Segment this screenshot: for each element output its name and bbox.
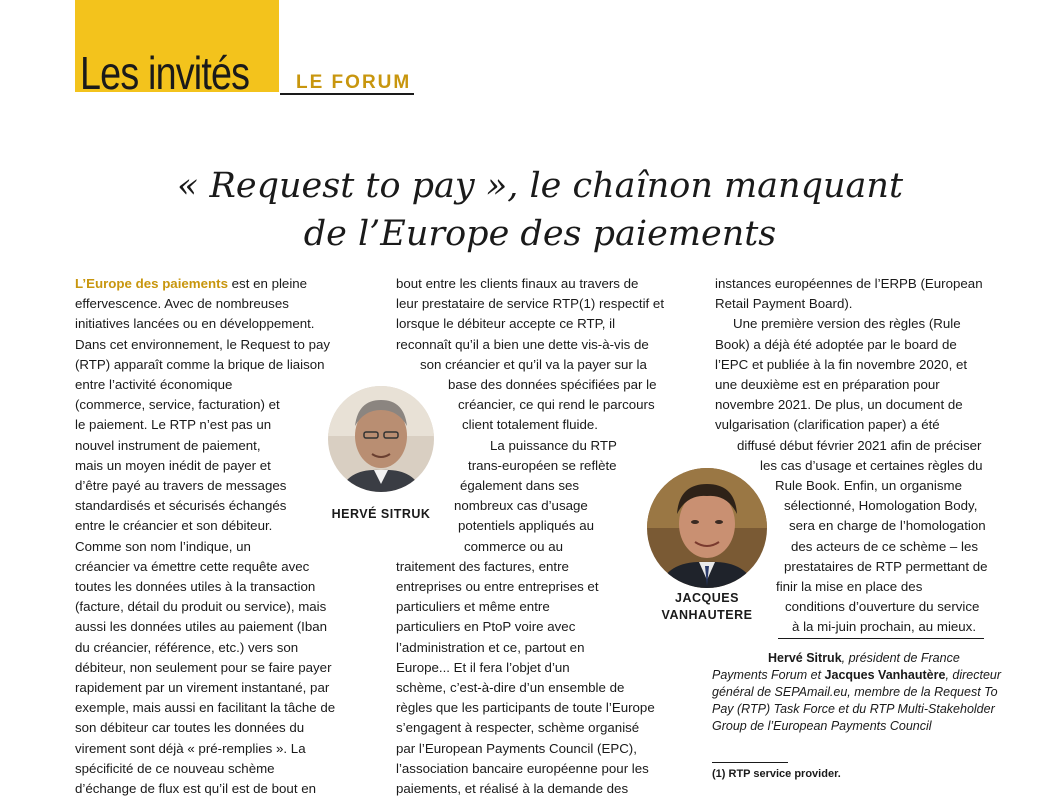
col3-line: à la mi-juin prochain, au mieux. — [792, 619, 977, 635]
col3-line: conditions d’ouverture du service — [785, 599, 980, 615]
col2-line: leur prestataire de service RTP(1) respectif et — [396, 296, 665, 312]
signature-role-2: , directeur — [945, 668, 1002, 682]
col1-line: initiatives lancées ou en développement. — [75, 316, 315, 332]
signature-role-1b: Payments Forum et — [712, 668, 825, 682]
col1-line: du créancier, référence, etc.) vers son — [75, 639, 299, 655]
signature-role-1: , président de France — [841, 651, 960, 665]
col2-line: particuliers et même entre — [396, 599, 550, 615]
col2-line: commerce ou au — [464, 538, 564, 554]
col1-line: (facture, détail du produit ou service), mais — [75, 599, 327, 615]
signature-block — [712, 650, 1001, 735]
col1-line: virement sont déjà « pré-remplies ». La — [75, 740, 306, 756]
footnote-rule — [712, 762, 788, 763]
col3-line: diffusé début février 2021 afin de préciser — [737, 437, 982, 453]
article-column-3 — [715, 274, 988, 638]
col3-line: Retail Payment Board). — [715, 296, 853, 312]
col3-line: vulgarisation (clarification paper) a été — [715, 417, 940, 433]
col3-line: prestataires de RTP permettant de — [784, 558, 988, 574]
header-rule — [280, 93, 414, 95]
col1-line: effervescence. Avec de nombreuses — [75, 296, 289, 312]
caption-line-2: VANHAUTERE — [661, 608, 753, 622]
col3-line: des acteurs de ce schème – les — [791, 538, 978, 554]
headline-line-1: « Request to pay », le chaînon manquant — [176, 166, 904, 206]
col1-line: le paiement. Le RTP n’est pas un — [75, 417, 272, 433]
col1-line: créancier va émettre cette requête avec — [75, 558, 310, 574]
col2-line: s’engagent à respecter, schème organisé — [396, 720, 640, 736]
col2-line: l’association bancaire européenne pour les — [396, 760, 649, 776]
col3-line: Une première version des règles (Rule — [733, 316, 961, 332]
col3-line: l’EPC et publiée à la fin novembre 2020, et — [715, 356, 968, 372]
col1-line: (commerce, service, facturation) et — [75, 397, 280, 413]
col1-line: d’échange de flux est qu’il est de bout en — [75, 781, 316, 797]
col2-line: également dans ses — [460, 478, 580, 494]
article-column-1 — [75, 274, 335, 799]
col1-line: spécificité de ce nouveau schème — [75, 760, 275, 776]
col1-line: Comme son nom l’indique, un — [75, 538, 251, 554]
col2-line: schème, c’est-à-dire d’un ensemble de — [396, 680, 625, 696]
col2-line: règles que les participants de toute l’Europe — [396, 700, 655, 716]
col2-line: par l’European Payments Council (EPC), — [396, 740, 637, 756]
col3-line: novembre 2021. De plus, un document de — [715, 397, 963, 413]
col2-line: reconnaît qu’il a bien une dette vis-à-vis de — [396, 336, 649, 352]
col1-line: entre l’activité économique — [75, 377, 233, 393]
col1-line: (RTP) apparaît comme la brique de liaison — [75, 356, 325, 372]
col2-line: entreprises ou entre entreprises et — [396, 579, 599, 595]
col3-line: sélectionné, Homologation Body, — [784, 498, 978, 514]
signature-name-2: Jacques Vanhautère — [824, 668, 946, 682]
signature-line-4: Pay (RTP) Task Force et du RTP Multi-Stakeholder — [712, 702, 995, 716]
col1-line: son débiteur car toutes les données du — [75, 720, 305, 736]
col1-line-0-rest: est en pleine — [227, 276, 308, 291]
col2-line: client totalement fluide. — [462, 417, 599, 433]
col1-line: entre le créancier et son débiteur. — [75, 518, 273, 534]
section-title: Les invités — [80, 47, 250, 99]
col2-line: son créancier et qu’il va la payer sur la — [420, 356, 647, 372]
col3-line: Book) a déjà été adoptée par le board de — [715, 336, 957, 352]
col2-line: trans-européen se reflète — [468, 457, 617, 473]
col3-line: Rule Book. Enfin, un organisme — [775, 478, 963, 494]
col1-line: d’être payé au travers de messages — [75, 478, 287, 494]
col2-line: créancier, ce qui rend le parcours — [458, 397, 655, 413]
col2-line: traitement des factures, entre — [396, 558, 569, 574]
col3-line: instances européennes de l’ERPB (European — [715, 276, 983, 291]
article-column-2 — [396, 274, 664, 799]
section-tag: LE FORUM — [296, 72, 412, 93]
signature-line-1 — [712, 650, 1001, 667]
headline-line-2: de l’Europe des paiements — [303, 214, 777, 254]
signature-rule — [778, 638, 984, 639]
col1-line: toutes les données utiles à la transaction — [75, 579, 316, 595]
col1-line: aussi les données utiles au paiement (Iban — [75, 619, 328, 635]
col3-line: sera en charge de l’homologation — [789, 518, 986, 534]
col2-line: lorsque le débiteur accepte ce RTP, il — [396, 316, 616, 332]
col2-line: base des données spécifiées par le — [448, 377, 657, 393]
signature-line-5: Group de l’European Payments Council — [712, 719, 932, 733]
col3-line: une deuxième est en préparation pour — [715, 377, 940, 393]
col1-line: exemple, mais aussi en facilitant la tâche de — [75, 700, 336, 716]
col1-line-0 — [75, 274, 335, 294]
col1-line: standardisés et sécurisés échangés — [75, 498, 287, 514]
col1-line: rapidement par un virement instantané, par — [75, 680, 330, 696]
signature-line-2 — [712, 667, 1001, 684]
caption-line-1: JACQUES — [675, 591, 739, 605]
col2-line: nombreux cas d’usage — [454, 498, 588, 514]
col2-line: Europe... Et il fera l’objet d’un — [396, 659, 570, 675]
col3-line: les cas d’usage et certaines règles du — [760, 457, 983, 473]
col1-line: nouvel instrument de paiement, — [75, 437, 261, 453]
col2-line: l’administration et ce, partout en — [396, 639, 585, 655]
caption-herve-sitruk: HERVÉ SITRUK — [331, 507, 431, 521]
col1-line: débiteur, non seulement pour se faire payer — [75, 659, 332, 675]
col1-line: mais un moyen inédit de payer et — [75, 457, 271, 473]
lead-phrase: L’Europe des paiements — [75, 276, 228, 291]
col1-line: Dans cet environnement, le Request to pay — [75, 336, 331, 352]
signature-name-1: Hervé Sitruk — [768, 651, 842, 665]
footnote: (1) RTP service provider. — [712, 768, 841, 780]
col2-line: particuliers en PtoP voire avec — [396, 619, 576, 635]
col3-line: finir la mise en place des — [776, 579, 923, 595]
col2-line: bout entre les clients finaux au travers de — [396, 276, 639, 291]
signature-line-3: général de SEPAmail.eu, membre de la Request To — [712, 685, 998, 699]
col2-line: potentiels appliqués au — [458, 518, 595, 534]
col2-line: paiements, et réalisé à la demande des — [396, 781, 629, 797]
col2-line: La puissance du RTP — [490, 437, 617, 453]
